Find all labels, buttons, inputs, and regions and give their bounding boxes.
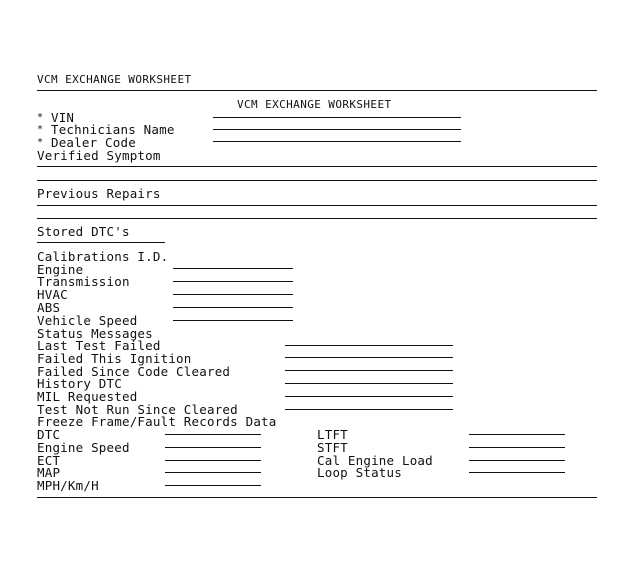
calibration-label-hvac: HVAC [37, 287, 68, 302]
calibration-field-vehicle-speed[interactable] [173, 320, 293, 321]
status-label-mil-requested: MIL Requested [37, 389, 138, 404]
technicians-name-label: * Technicians Name [37, 122, 175, 137]
calibration-label-transmission: Transmission [37, 274, 130, 289]
required-asterisk: * [37, 137, 44, 148]
status-field-failed-this-ignition[interactable] [285, 357, 453, 358]
previous-repairs-line-2[interactable] [37, 218, 597, 219]
freeze-field-stft[interactable] [469, 447, 565, 448]
freeze-label-map: MAP [37, 465, 61, 480]
previous-repairs-label: Previous Repairs [37, 186, 161, 201]
calibration-field-transmission[interactable] [173, 281, 293, 282]
status-field-failed-since-code-cleared[interactable] [285, 370, 453, 371]
status-field-last-test-failed[interactable] [285, 345, 453, 346]
status-label-failed-this-ignition: Failed This Ignition [37, 351, 192, 366]
status-messages-heading: Status Messages [37, 326, 153, 341]
verified-symptom-label: Verified Symptom [37, 148, 161, 163]
calibrations-heading: Calibrations I.D. [37, 249, 169, 264]
form-title: VCM EXCHANGE WORKSHEET [237, 98, 392, 111]
status-field-history-dtc[interactable] [285, 383, 453, 384]
freeze-field-dtc[interactable] [165, 434, 261, 435]
required-asterisk: * [37, 124, 44, 135]
status-label-failed-since-code-cleared: Failed Since Code Cleared [37, 364, 231, 379]
calibration-label-vehicle-speed: Vehicle Speed [37, 313, 138, 328]
verified-symptom-line-1[interactable] [37, 166, 597, 167]
footer-rule [37, 497, 597, 498]
technicians-name-field-line[interactable] [213, 129, 461, 130]
freeze-frame-heading: Freeze Frame/Fault Records Data [37, 414, 277, 429]
header-rule [37, 90, 597, 91]
freeze-label-loop-status: Loop Status [317, 465, 402, 480]
vin-label: * VIN [37, 110, 75, 125]
status-label-test-not-run-since-cleared: Test Not Run Since Cleared [37, 402, 238, 417]
freeze-label-cal-engine-load: Cal Engine Load [317, 453, 433, 468]
calibration-field-hvac[interactable] [173, 294, 293, 295]
freeze-label-stft: STFT [317, 440, 348, 455]
dealer-code-label: * Dealer Code [37, 135, 136, 150]
required-asterisk: * [37, 112, 44, 123]
freeze-label-dtc: DTC [37, 427, 61, 442]
dealer-code-field-line[interactable] [213, 141, 461, 142]
calibration-field-engine[interactable] [173, 268, 293, 269]
freeze-field-map[interactable] [165, 472, 261, 473]
verified-symptom-line-2[interactable] [37, 180, 597, 181]
freeze-field-ect[interactable] [165, 460, 261, 461]
calibration-field-abs[interactable] [173, 307, 293, 308]
status-label-history-dtc: History DTC [37, 376, 122, 391]
calibration-label-abs: ABS [37, 300, 61, 315]
calibration-label-engine: Engine [37, 262, 84, 277]
freeze-label-ect: ECT [37, 453, 61, 468]
freeze-field-mph-kmh[interactable] [165, 485, 261, 486]
freeze-label-mph-kmh: MPH/Km/H [37, 478, 99, 493]
header-title: VCM EXCHANGE WORKSHEET [37, 73, 192, 86]
stored-dtcs-label: Stored DTC's [37, 224, 130, 239]
freeze-field-loop-status[interactable] [469, 472, 565, 473]
freeze-field-ltft[interactable] [469, 434, 565, 435]
freeze-field-cal-engine-load[interactable] [469, 460, 565, 461]
freeze-label-ltft: LTFT [317, 427, 348, 442]
previous-repairs-line-1[interactable] [37, 205, 597, 206]
stored-dtcs-field-line[interactable] [37, 242, 165, 243]
vin-field-line[interactable] [213, 117, 461, 118]
status-field-test-not-run-since-cleared[interactable] [285, 409, 453, 410]
freeze-label-engine-speed: Engine Speed [37, 440, 130, 455]
freeze-field-engine-speed[interactable] [165, 447, 261, 448]
status-label-last-test-failed: Last Test Failed [37, 338, 161, 353]
status-field-mil-requested[interactable] [285, 396, 453, 397]
